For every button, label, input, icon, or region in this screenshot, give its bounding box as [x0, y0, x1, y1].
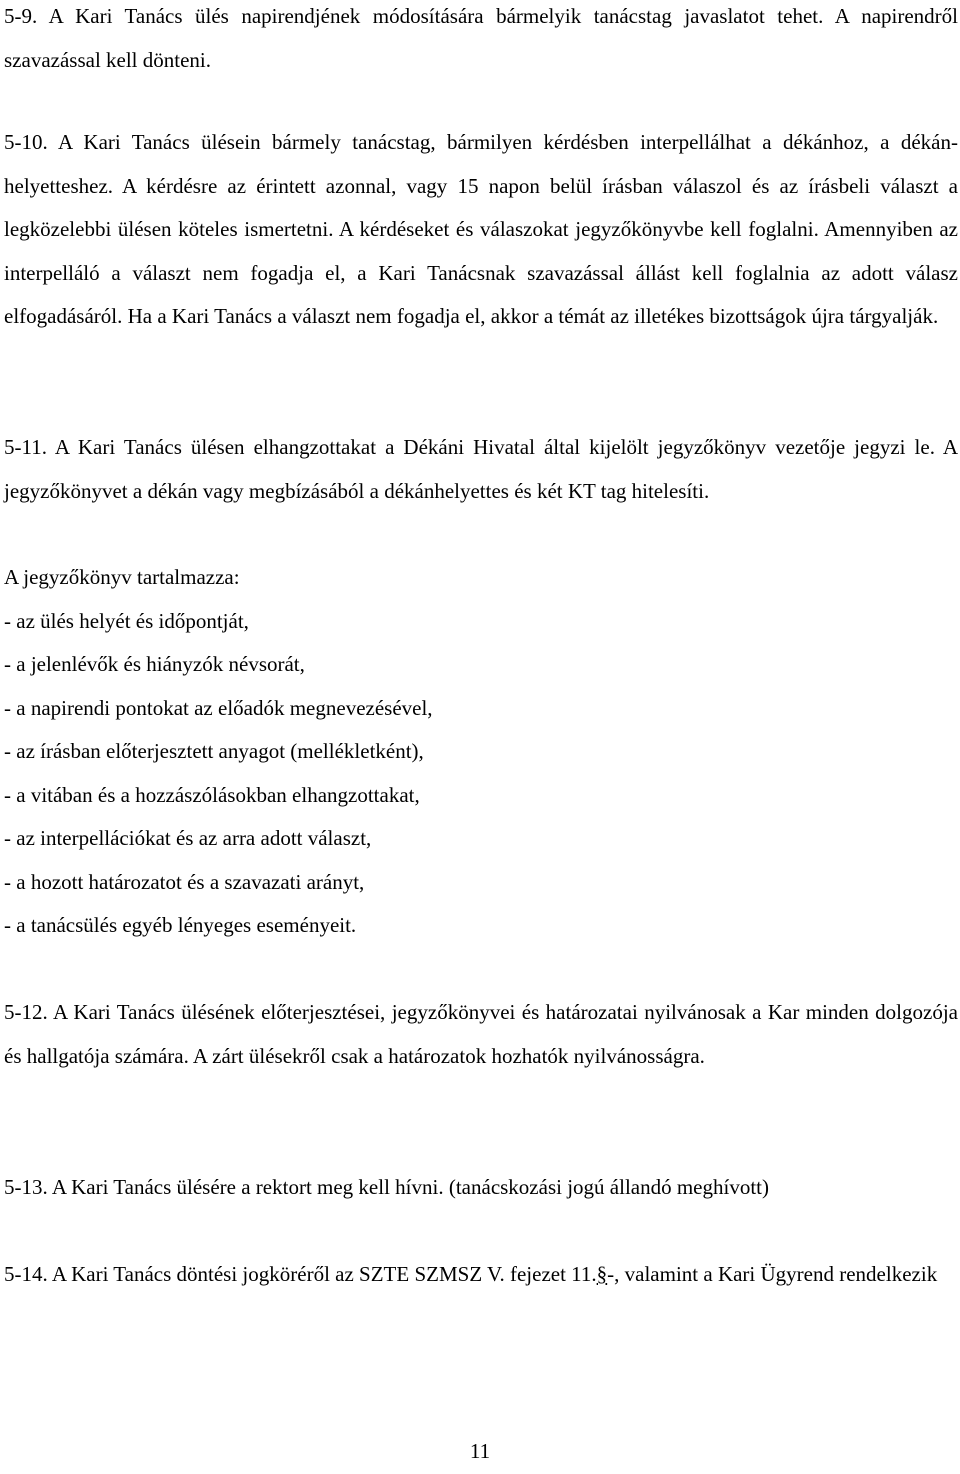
list-item: - a vitában és a hozzászólásokban elhangzottakat, — [4, 783, 420, 807]
page-number: 11 — [469, 1439, 491, 1463]
paragraph-sign: § — [596, 1262, 608, 1286]
list-item: - az írásban előterjesztett anyagot (mellékletként), — [4, 739, 424, 763]
list-intro: A jegyzőkönyv tartalmazza: — [4, 565, 240, 589]
section-5-14-text-b: -, valamint a Kari Ügyrend rendelkezik — [607, 1262, 938, 1286]
list-item: - az ülés helyét és időpontját, — [4, 609, 249, 633]
list-item: - a tanácsülés egyéb lényeges eseményeit. — [4, 913, 357, 937]
section-5-9: 5-9. A Kari Tanács ülés napirendjének módosítására bármelyik tanácstag javaslatot tehet. A napirendről szavazással kell dönteni. — [4, 4, 958, 72]
section-5-12: 5-12. A Kari Tanács ülésének előterjesztései, jegyzőkönyvei és határozatai nyilvánosak a Kar minden dolgozója és hallgatója számára. A zárt ülésekről csak a határozatok hozhatók nyilvánosságra. — [4, 1000, 958, 1068]
list-item: - a napirendi pontokat az előadók megnevezésével, — [4, 696, 433, 720]
section-5-14 — [4, 1253, 958, 1297]
list-item: - a jelenlévők és hiányzók névsorát, — [4, 652, 305, 676]
section-5-14-text-a: 5-14. A Kari Tanács döntési jogköréről az SZTE SZMSZ V. fejezet 11. — [4, 1262, 597, 1286]
section-5-10: 5-10. A Kari Tanács ülésein bármely tanácstag, bármilyen kérdésben interpellálhat a dékánhoz, a dékán-helyetteshez. A kérdésre az érintett azonnal, vagy 15 napon belül írásban válaszol és az írásbeli választ a legközelebbi ülésen köteles ismertetni. A kérdéseket és válaszokat jegyzőkönyvbe kell foglalni. Amennyiben az interpelláló a választ nem fogadja el, a Kari Tanácsnak szavazással állást kell foglalnia az adott válasz elfogadásáról. Ha a Kari Tanács a választ nem fogadja el, akkor a témát az illetékes bizottságok újra tárgyalják. — [4, 130, 958, 328]
list-item: - a hozott határozatot és a szavazati arányt, — [4, 870, 365, 894]
section-5-11: 5-11. A Kari Tanács ülésen elhangzottakat a Dékáni Hivatal által kijelölt jegyzőkönyv vezetője jegyzi le. A jegyzőkönyvet a dékán vagy megbízásából a dékánhelyettes és két KT tag hitelesíti. — [4, 435, 958, 503]
list-item: - az interpellációkat és az arra adott választ, — [4, 826, 372, 850]
section-5-13: 5-13. A Kari Tanács ülésére a rektort meg kell hívni. (tanácskozási jogú állandó meghívott) — [4, 1175, 770, 1199]
